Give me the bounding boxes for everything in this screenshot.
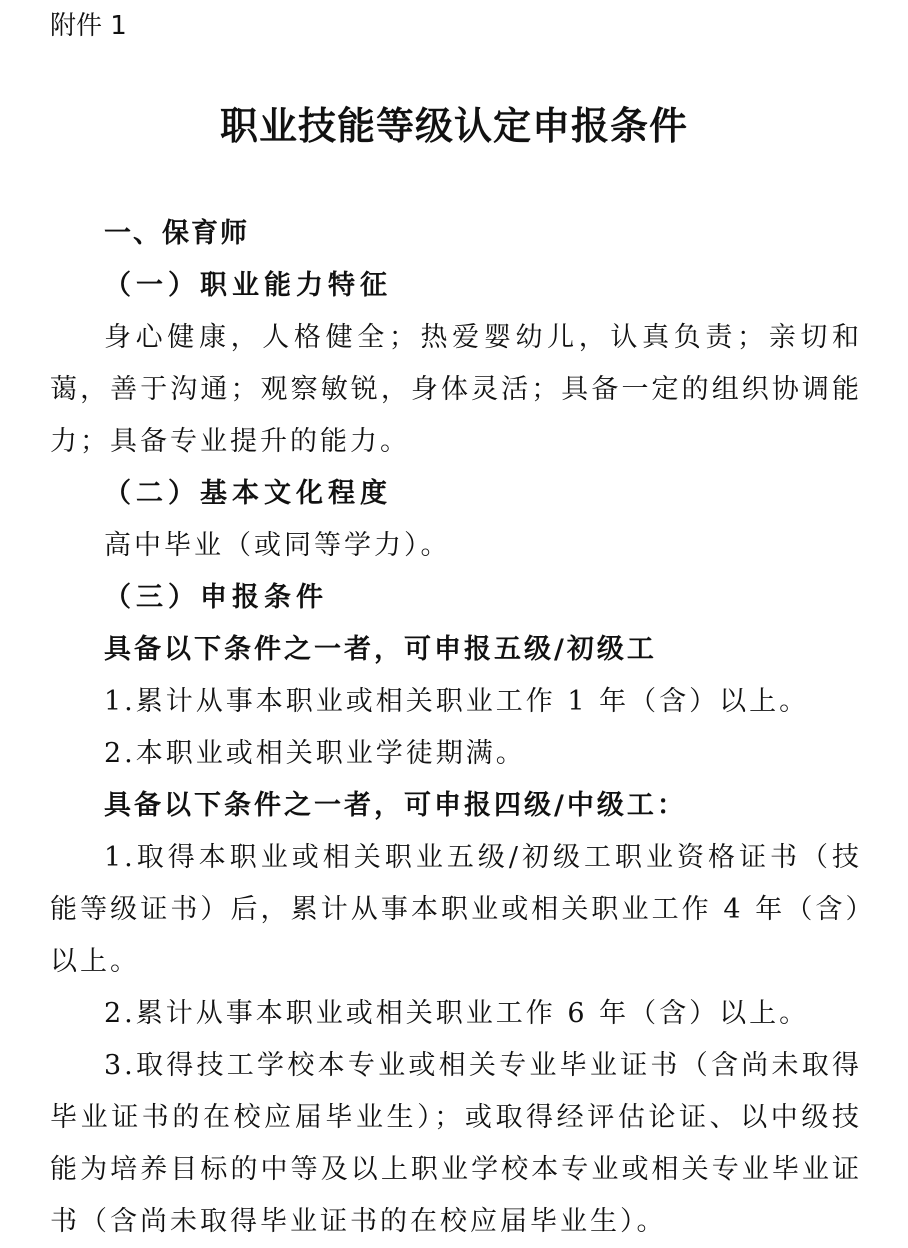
level4-heading: 具备以下条件之一者，可申报四级/中级工： [104,790,687,821]
subsection-heading-ability: （一）职业能力特征 [104,270,392,301]
subsection-heading-education: （二）基本文化程度 [104,478,392,509]
level5-item-1: 1.累计从事本职业或相关职业工作 1 年（含）以上。 [104,686,810,717]
document-title: 职业技能等级认定申报条件 [219,104,688,148]
education-text: 高中毕业（或同等学力）。 [104,530,451,561]
document-body [50,208,862,1248]
level4-item-1: 1.取得本职业或相关职业五级/初级工职业资格证书（技能等级证书）后，累计从事本职业或相关职业工作 4 年（含）以上。 [50,842,862,977]
section-heading: 一、保育师 [104,218,249,249]
subsection-heading-conditions: （三）申报条件 [104,582,328,613]
level5-item-2: 2.本职业或相关职业学徒期满。 [104,738,526,769]
attachment-label: 附件 1 [50,11,127,41]
level5-heading: 具备以下条件之一者，可申报五级/初级工 [104,634,657,665]
level4-item-2: 2.累计从事本职业或相关职业工作 6 年（含）以上。 [104,998,810,1029]
ability-text: 身心健康，人格健全；热爱婴幼儿，认真负责；亲切和蔼，善于沟通；观察敏锐，身体灵活；具备一定的组织协调能力；具备专业提升的能力。 [50,322,862,457]
level4-item-3: 3.取得技工学校本专业或相关专业毕业证书（含尚未取得毕业证书的在校应届毕业生）；或取得经评估论证、以中级技能为培养目标的中等及以上职业学校本专业或相关专业毕业证书（含尚未取得毕业证书的在校应届毕业生）。 [50,1050,862,1237]
